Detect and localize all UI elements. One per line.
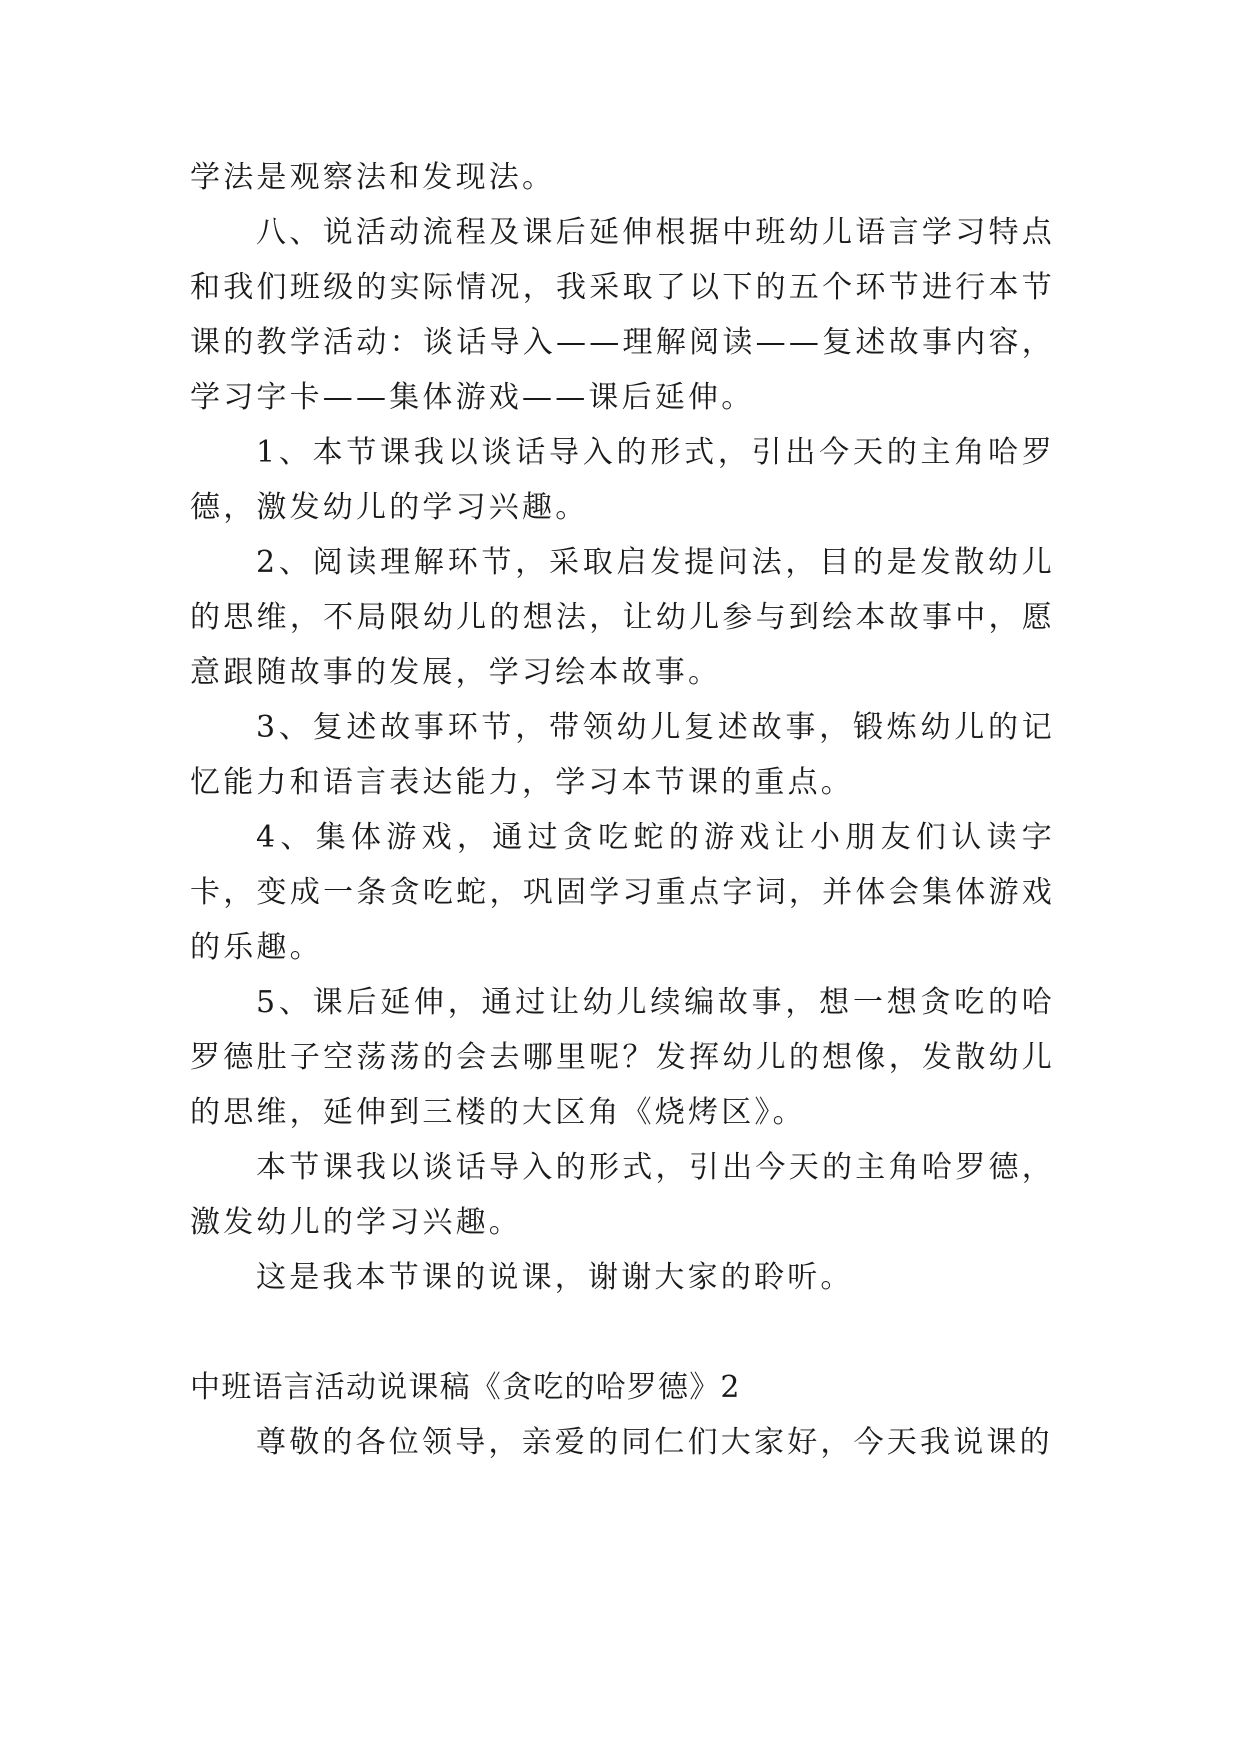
paragraph-step-2: 2、阅读理解环节，采取启发提问法，目的是发散幼儿的思维，不局限幼儿的想法，让幼儿参与到绘本故事中，愿意跟随故事的发展，学习绘本故事。 [190,545,1055,690]
paragraph-step-4: 4、集体游戏，通过贪吃蛇的游戏让小朋友们认读字卡，变成一条贪吃蛇，巩固学习重点字词，并体会集体游戏的乐趣。 [190,820,1055,965]
paragraph-step-5: 5、课后延伸，通过让幼儿续编故事，想一想贪吃的哈罗德肚子空荡荡的会去哪里呢？发挥幼儿的想像，发散幼儿的思维，延伸到三楼的大区角《烧烤区》。 [190,985,1055,1130]
paragraph-greeting: 尊敬的各位领导，亲爱的同仁们大家好，今天我说课的 [256,1425,1053,1460]
paragraph-continuation: 学法是观察法和发现法。 [190,160,556,195]
paragraph-step-3: 3、复述故事环节，带领幼儿复述故事，锻炼幼儿的记忆能力和语言表达能力，学习本节课的重点。 [190,710,1055,800]
paragraph-activity-flow: 八、说活动流程及课后延伸根据中班幼儿语言学习特点和我们班级的实际情况，我采取了以下的五个环节进行本节课的教学活动：谈话导入——理解阅读——复述故事内容，学习字卡——集体游戏——课后延伸。 [190,215,1055,415]
paragraph-summary: 本节课我以谈话导入的形式，引出今天的主角哈罗德，激发幼儿的学习兴趣。 [190,1150,1055,1240]
section-title: 中班语言活动说课稿《贪吃的哈罗德》2 [190,1370,741,1405]
section-spacer [190,1305,1055,1360]
document-page [190,150,1055,1470]
paragraph-step-1: 1、本节课我以谈话导入的形式，引出今天的主角哈罗德，激发幼儿的学习兴趣。 [190,435,1055,525]
paragraph-thanks: 这是我本节课的说课，谢谢大家的聆听。 [256,1260,854,1295]
